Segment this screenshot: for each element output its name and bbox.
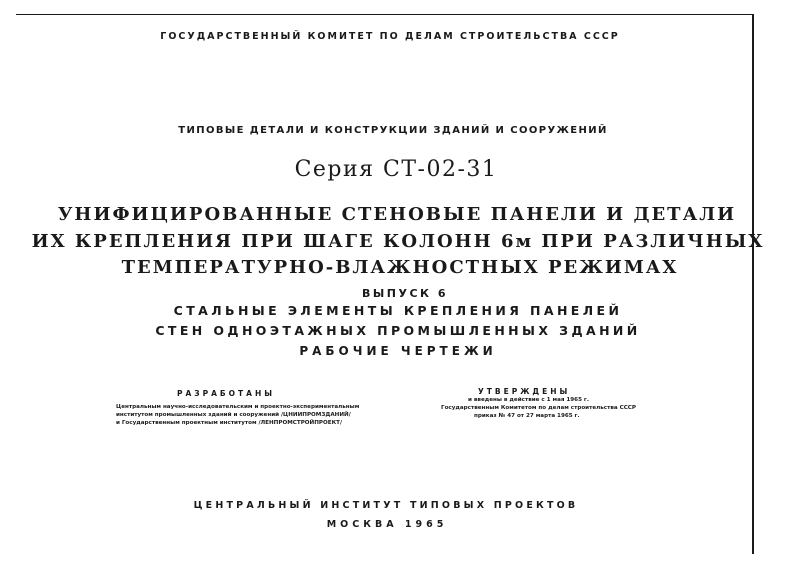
approved-line-2: Государственным Комитетом по делам строительства СССР (441, 405, 637, 411)
series-label: Серия СТ-02-31 (294, 157, 498, 182)
title-line-2: ИХ КРЕПЛЕНИЯ ПРИ ШАГЕ КОЛОНН 6м ПРИ РАЗЛИЧНЫХ (31, 231, 765, 252)
issue-number: ВЫПУСК 6 (361, 287, 449, 300)
working-drawings-label: РАБОЧИЕ ЧЕРТЕЖИ (299, 344, 497, 358)
city-year: МОСКВА 1965 (326, 519, 448, 530)
developed-heading: РАЗРАБОТАНЫ (177, 389, 275, 398)
committee-heading: ГОСУДАРСТВЕННЫЙ КОМИТЕТ ПО ДЕЛАМ СТРОИТЕЛЬСТВА СССР (160, 31, 620, 42)
developed-line-2: институтом промышленных зданий и сооружений /ЦНИИПРОМЗДАНИЙ/ (116, 412, 351, 418)
title-line-1: УНИФИЦИРОВАННЫЕ СТЕНОВЫЕ ПАНЕЛИ И ДЕТАЛИ (57, 204, 737, 225)
subtitle-line-1: СТАЛЬНЫЕ ЭЛЕМЕНТЫ КРЕПЛЕНИЯ ПАНЕЛЕЙ (173, 303, 623, 318)
developed-line-3: и Государственным проектным институтом /ЛЕНПРОМСТРОЙПРОЕКТ/ (116, 420, 343, 426)
approved-line-3: приказ № 47 от 27 марта 1965 г. (474, 413, 580, 419)
title-line-3: ТЕМПЕРАТУРНО-ВЛАЖНОСТНЫХ РЕЖИМАХ (121, 257, 679, 278)
developed-line-1: Центральным научно-исследовательским и проектно-экспериментальным (116, 404, 360, 410)
frame-right-border (752, 14, 754, 554)
typical-details-heading: ТИПОВЫЕ ДЕТАЛИ И КОНСТРУКЦИИ ЗДАНИЙ И СООРУЖЕНИЙ (178, 125, 608, 136)
approved-line-1: и введены в действие с 1 мая 1965 г. (468, 397, 589, 403)
subtitle-line-2: СТЕН ОДНОЭТАЖНЫХ ПРОМЫШЛЕННЫХ ЗДАНИЙ (155, 323, 641, 338)
frame-top-border (16, 14, 752, 15)
approved-heading: УТВЕРЖДЕНЫ (478, 387, 571, 396)
publisher-name: ЦЕНТРАЛЬНЫЙ ИНСТИТУТ ТИПОВЫХ ПРОЕКТОВ (193, 500, 579, 511)
